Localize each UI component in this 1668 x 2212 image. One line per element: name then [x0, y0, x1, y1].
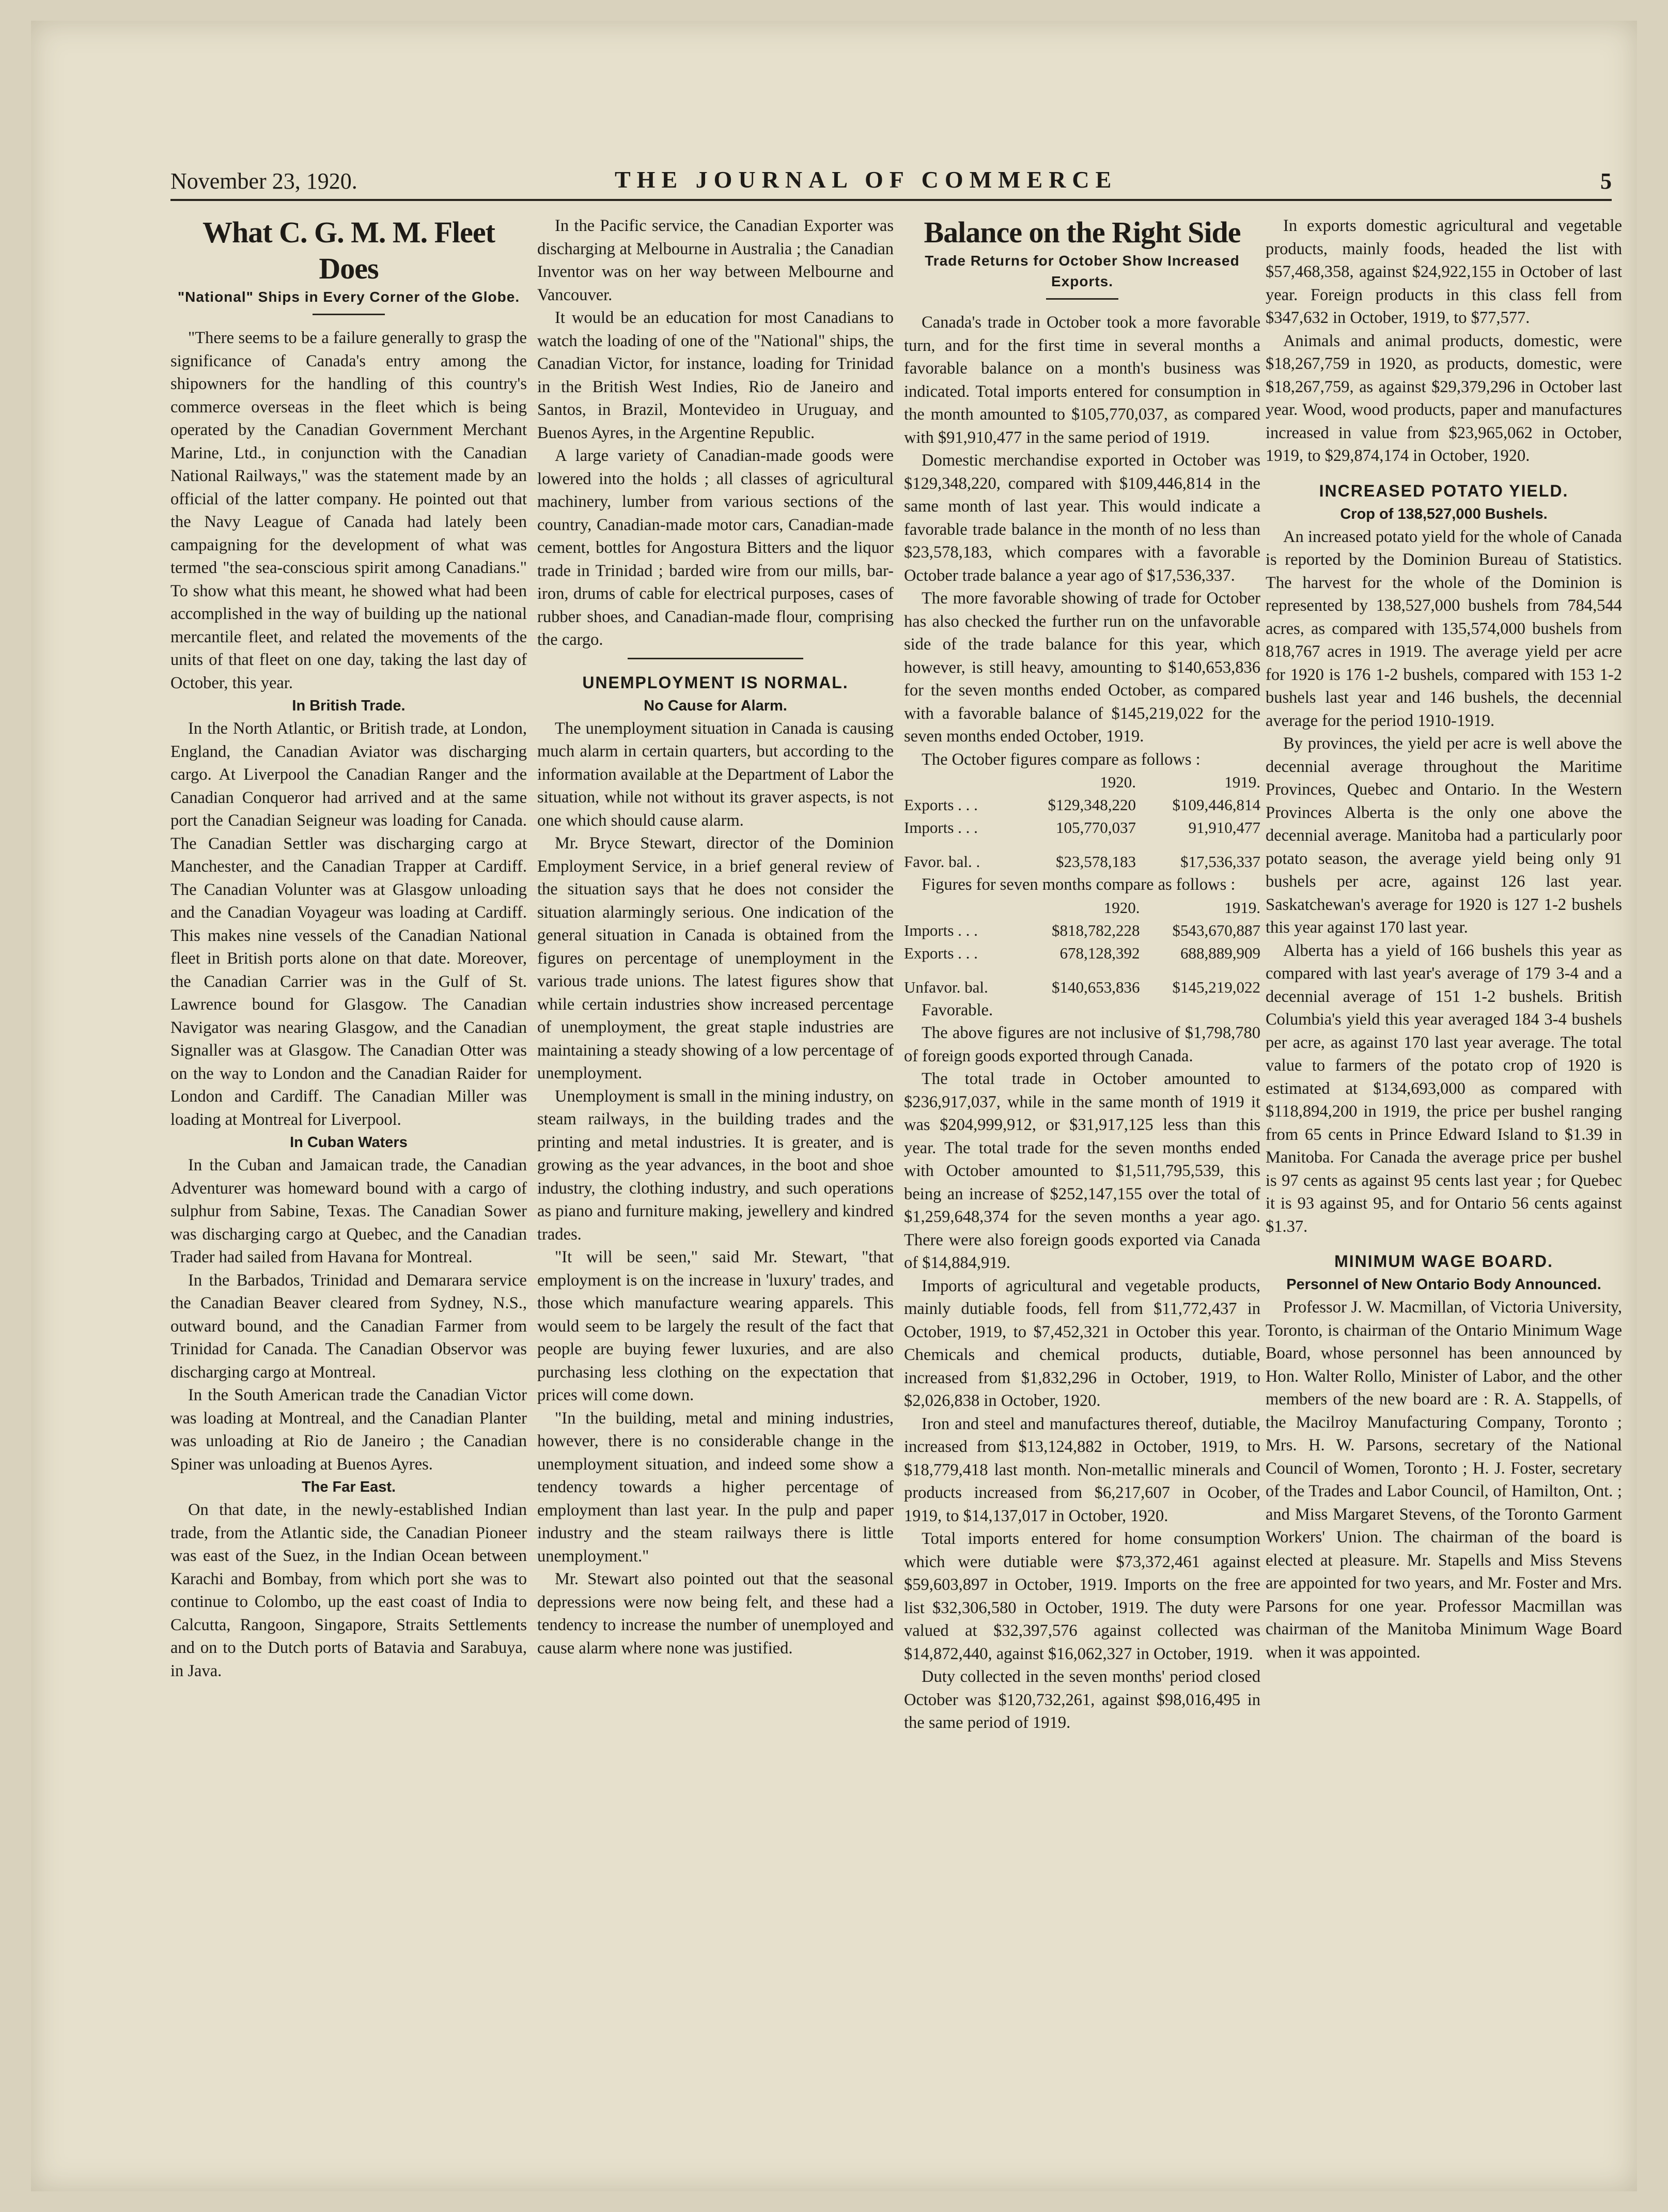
divider [313, 314, 385, 315]
divider [1046, 298, 1118, 300]
row-label: Imports . . . [904, 818, 978, 837]
article2-subhead: No Cause for Alarm. [644, 697, 787, 714]
paragraph: The above figures are not inclusive of $1,798,780 of foreign goods exported through Canada. [904, 1024, 1260, 1065]
paragraph: The unemployment situation in Canada is causing much alarm in certain quarters, but according to the information available at the Department of Labor the situation, while not without its graver aspects, is not one which should cause alarm. [537, 719, 894, 830]
row-label: Favor. bal. . [904, 853, 980, 871]
paragraph: "In the building, metal and mining industries, however, there is no considerable change in the unemployment situation, and indeed some show a tendency towards a higher percentage of employment than last year. In the pulp and paper industry and the steam railways there is little unemployment." [537, 1409, 894, 1566]
table-header: 1920. [1100, 773, 1136, 791]
cell-value: $129,348,220 [1048, 796, 1136, 814]
paragraph: Iron and steel and manufactures thereof, dutiable, increased from $13,124,882 in October, 1919, to $18,779,418 last month. Non-metallic minerals and products increased from $6,217,607 in Ocober, 1919, to $14,137,017 in October, 1920. [904, 1414, 1260, 1525]
paragraph: Total imports entered for home consumption which were dutiable were $73,372,461 against $59,603,897 in October, 1919. Imports on the free list $32,306,580 in October, 1919. The duty were valued at $32,397,576 against collected was $14,872,440, against $16,062,327 in October, 1919. [904, 1529, 1260, 1663]
paragraph: Canada's trade in October took a more favorable turn, and for the first time in several months a favorable balance on a month's business was indicated. Total imports entered for consumption in the month amounted to $105,770,037, as compared with $91,910,477 in the same period of 1919. [904, 313, 1260, 447]
divider [628, 658, 803, 659]
article1-headline: What C. G. M. M. Fleet Does [202, 215, 495, 285]
article1-intro [170, 327, 527, 694]
table-note: Favorable. [922, 1000, 993, 1019]
cell-value: 688,889,909 [1180, 943, 1260, 962]
page-header [170, 168, 1612, 201]
article5-subhead: Personnel of New Ontario Body Announced. [1286, 1276, 1601, 1293]
row-label: Exports . . . [904, 796, 978, 814]
table-header-row [904, 771, 1260, 794]
cell-value: $543,670,887 [1172, 921, 1260, 939]
newspaper-page [31, 21, 1637, 2191]
cell-value: $145,219,022 [1172, 978, 1260, 996]
table-header: 1920. [1103, 898, 1140, 917]
table-row [904, 816, 1260, 839]
column-4 [1266, 214, 1622, 1664]
cell-value: $109,446,814 [1172, 796, 1260, 814]
article4-headline: INCREASED POTATO YIELD. [1319, 481, 1569, 500]
row-label: Exports . . . [904, 943, 978, 962]
article5-headline: MINIMUM WAGE BOARD. [1334, 1252, 1553, 1271]
table-total-row [904, 976, 1260, 999]
section-heading-british-trade: In British Trade. [292, 698, 406, 714]
paragraph: "It will be seen," said Mr. Stewart, "that employment is on the increase in 'luxury' trades, and those which manufacture wearing apparels. This would seem to be largely the result of the fact that people are buying fewer luxuries, and are also purchasing less clothing on the expectation that prices will come down. [537, 1248, 894, 1404]
paragraph: It would be an education for most Canadians to watch the loading of one of the "National" ships, the Canadian Victor, for instance, loading for Trinidad in the British West Indies, Rio de Janeiro and Santos, in Brazil, Montevideo in Uruguay, and Buenos Ayres, in the Argentine Republic. [537, 308, 894, 442]
paragraph: In exports domestic agricultural and vegetable products, mainly foods, headed the list with $57,468,358, against $24,922,155 in October of last year. Foreign products in this class fell from $347,632 in October, 1919, to $77,577. [1266, 216, 1622, 327]
october-figures-table [904, 771, 1260, 873]
paragraph: Mr. Stewart also pointed out that the seasonal depressions were now being felt, and these had a tendency to increase the number of unemployed and cause alarm where none was justified. [537, 1570, 894, 1658]
paragraph: The more favorable showing of trade for October has also checked the further run on the unfavorable side of the trade balance for this year, which however, is still heavy, amounting to $140,653,836 for the seven months ended October, as compared with a favorable balance of $145,219,022 for the seven months ended October, 1919. [904, 589, 1260, 746]
paragraph: Animals and animal products, domestic, were $18,267,759 in 1920, as products, domestic, were $18,267,759, as against $29,379,296 in October last year. Wood, wood products, paper and manufactures increased in value from $23,965,062 in October, 1919, to $29,874,174 in October, 1920. [1266, 331, 1622, 465]
seven-month-figures-table [904, 896, 1260, 999]
paragraph: On that date, in the newly-established Indian trade, from the Atlantic side, the Canadian Pioneer was east of the Suez, in the Indian Ocean between Karachi and Bombay, from which port she was to continue to Colombo, up the east coast of India to Calcutta, Rangoon, Singapore, Straits Settlements and on to the Dutch ports of Batavia and Sarabuya, in Java. [170, 1501, 527, 1680]
cell-value: 105,770,037 [1056, 818, 1136, 837]
article1-deck: "National" Ships in Every Corner of the Globe. [177, 289, 520, 305]
paragraph: Figures for seven months compare as follows : [922, 875, 1236, 894]
table-row [904, 794, 1260, 816]
cell-value: $140,653,836 [1051, 978, 1140, 996]
column-2 [537, 214, 894, 1660]
paragraph: In the Cuban and Jamaican trade, the Canadian Adventurer was homeward bound with a cargo of sulphur from Sabine, Texas. The Canadian Sower was discharging cargo at Quebec, and the Canadian Trader had sailed from Havana for Montreal. [170, 1156, 527, 1266]
table-header-row [904, 896, 1260, 919]
article2-headline: UNEMPLOYMENT IS NORMAL. [582, 673, 849, 692]
paragraph: In the North Atlantic, or British trade, at London, England, the Canadian Aviator was discharging cargo. At Liverpool the Canadian Ranger and the Canadian Conqueror had arrived and at the same port the Canadian Seigneur was loading for Canada. The Canadian Settler was discharging cargo at Manchester, and the Canadian Trapper at Cardiff. The Canadian Volunter was at Glasgow unloading and the Canadian Voyageur was loading at Cardiff. This makes nine vessels of the Canadian National fleet in British ports alone on that date. Moreover, the Canadian Carrier was in the Gulf of St. Lawrence bound for Glasgow. The Canadian Navigator was nearing Glasgow, and the Canadian Signaller was at Glasgow. The Canadian Otter was on the way to London and the Canadian Raider for London and Cardiff. The Canadian Miller was loading at Montreal for Liverpool. [170, 719, 527, 1129]
table-header: 1919. [1224, 773, 1260, 791]
paragraph: Domestic merchandise exported in October was $129,348,220, compared with $109,446,814 in the same month of last year. This would indicate a favorable trade balance in the month of no less than $23,578,183, which compares with a favorable October trade balance a year ago of $17,536,337. [904, 451, 1260, 585]
paragraph: Alberta has a yield of 166 bushels this year as compared with last year's average of 179 3-4 and a decennial average of 151 1-2 bushels. British Columbia's yield this year averaged 184 3-4 bushels per acre, as against 170 last year average. The total value to farmers of the potato crop of 1920 is estimated at $134,693,000 as compared with $118,894,200 in 1919, the price per bushel ranging from 65 cents in Prince Edward Island to $1.39 in Manitoba. For Canada the average price per bushel is 97 cents as against 95 cents last year ; for Quebec it is 93 against 95, and for Ontario 56 cents against $1.37. [1266, 941, 1622, 1236]
article4-subhead: Crop of 138,527,000 Bushels. [1340, 505, 1548, 522]
masthead: THE JOURNAL OF COMMERCE [615, 166, 1118, 193]
cell-value: $818,782,228 [1051, 921, 1140, 939]
section-heading-cuban-waters: In Cuban Waters [290, 1134, 408, 1151]
paragraph: In the Barbados, Trinidad and Demarara service the Canadian Beaver cleared from Sydney, N.S., outward bound, and the Canadian Farmer from Trinidad for Canada. The Canadian Observor was discharging cargo at Montreal. [170, 1271, 527, 1382]
paragraph: The total trade in October amounted to $236,917,037, while in the same month of 1919 it was $204,999,912, or $31,917,125 less than this year. The total trade for the seven months ended with October amounted to $1,511,795,539, this being an increase of $252,147,155 over the total of $1,259,648,374 for the seven months a year ago. There were also foreign goods exported via Canada of $14,884,919. [904, 1070, 1260, 1272]
column-3 [904, 214, 1260, 1735]
row-label: Unfavor. bal. [904, 978, 988, 996]
paragraph: The October figures compare as follows : [922, 750, 1201, 769]
cell-value: 91,910,477 [1188, 818, 1260, 837]
table-row [904, 942, 1260, 965]
article3-headline: Balance on the Right Side [924, 215, 1241, 249]
table-header: 1919. [1224, 898, 1260, 917]
paragraph: Professor J. W. Macmillan, of Victoria University, Toronto, is chairman of the Ontario Minimum Wage Board, whose personnel has been announced by Hon. Walter Rollo, Minister of Labor, and the other members of the new board are : R. A. Stappells, of the Macilroy Manufacturing Company, Toronto ; Mrs. H. W. Parsons, secretary of the National Council of Women, Toronto ; H. J. Foster, secretary of the Trades and Labor Council, of Hamilton, Ont. ; and Miss Margaret Stevens, of the Toronto Garment Workers' Union. The chairman of the board is elected at pleasure. Mr. Stapells and Miss Stevens are appointed for two years, and Mr. Foster and Mrs. Parsons for one year. Professor Macmillan was chairman of the Manitoba Minimum Wage Board when it was appointed. [1266, 1298, 1622, 1662]
paragraph: In the Pacific service, the Canadian Exporter was discharging at Melbourne in Australia ; the Canadian Inventor was on her way between Melbourne and Vancouver. [537, 216, 894, 304]
cell-value: 678,128,392 [1059, 943, 1140, 962]
section-heading-far-east: The Far East. [301, 1479, 396, 1495]
row-label: Imports . . . [904, 921, 978, 939]
paragraph: In the South American trade the Canadian Victor was loading at Montreal, and the Canadian Planter was unloading at Rio de Janeiro ; the Canadian Spiner was unloading at Buenos Ayres. [170, 1386, 527, 1474]
cell-value: $23,578,183 [1056, 853, 1136, 871]
issue-date: November 23, 1920. [170, 168, 357, 194]
paragraph: "There seems to be a failure generally to grasp the significance of Canada's entry among the shipowners for the handling of this country's commerce overseas in the fleet which is being operated by the Canadian Government Merchant Marine, Ltd., in conjunction with the Canadian National Railways," was the statement made by an official of the latter company. He pointed out that the Navy League of Canada had lately been campaigning for the development of what was termed "the sea-conscious spirit among Canadians." To show what this meant, he showed what had been accomplished in the way of building up the national mercantile fleet, and related the movements of the units of that fleet on one day, taking the last day of October, this year. [170, 329, 527, 692]
paragraph: Imports of agricultural and vegetable products, mainly dutiable foods, fell from $11,772,437 in October, 1919, to $7,452,321 in October this year. Chemicals and chemical products, dutiable, increased from $1,832,296 in October, 1919, to $2,026,838 in October, 1920. [904, 1276, 1260, 1410]
column-1 [170, 214, 527, 1682]
paragraph: Mr. Bryce Stewart, director of the Dominion Employment Service, in a brief general review of the situation says that he does not consider the situation alarmingly serious. One indication of the general situation in Canada is obtained from the figures on percentage of unemployment in the various trade unions. The latest figures show that while certain industries show increased percentage of unemployment, the great staple industries are maintaining a steady showing of a low percentage of unemployment. [537, 834, 894, 1082]
paragraph: Duty collected in the seven months' period closed October was $120,732,261, against $98,016,495 in the same period of 1919. [904, 1667, 1260, 1732]
table-total-row [904, 850, 1260, 873]
cell-value: $17,536,337 [1180, 853, 1260, 871]
paragraph: By provinces, the yield per acre is well above the decennial average throughout the Maritime Provinces, Quebec and Ontario. In the Western Provinces Alberta is the only one above the decennial average. Manitoba had a particularly poor potato season, the average yield being only 91 bushels per acre, against 126 last year. Saskatchewan's average for 1920 is 127 1-2 bushels this year against 170 last year. [1266, 734, 1622, 937]
article3-deck: Trade Returns for October Show Increased Exports. [925, 253, 1240, 289]
paragraph: A large variety of Canadian-made goods were lowered into the holds ; all classes of agricultural machinery, lumber from various sections of the country, Canadian-made motor cars, Canadian-made cement, bottles for Angostura Bitters and the liquor trade in Trinidad ; barded wire from our mills, bar-iron, drums of cable for electrical purposes, cases of rubber shoes, and Canadian-made flour, comprising the cargo. [537, 446, 894, 649]
paragraph: An increased potato yield for the whole of Canada is reported by the Dominion Bureau of Statistics. The harvest for the whole of the Dominion is represented by 138,527,000 bushels from 784,544 acres, as compared with 135,574,000 bushels from 818,767 acres in 1919. The average yield per acre for 1920 is 176 1-2 bushels, compared with 153 1-2 bushels last year and 146 bushels, the decennial average for the period 1910-1919. [1266, 527, 1622, 730]
page-number: 5 [1600, 168, 1612, 194]
table-row [904, 919, 1260, 942]
paragraph: Unemployment is small in the mining industry, on steam railways, in the building trades and the printing and metal industries. It is greater, and is growing as the year advances, in the boot and shoe industry, the clothing industry, and such operations as piano and furniture making, jewellery and kindred trades. [537, 1087, 894, 1244]
